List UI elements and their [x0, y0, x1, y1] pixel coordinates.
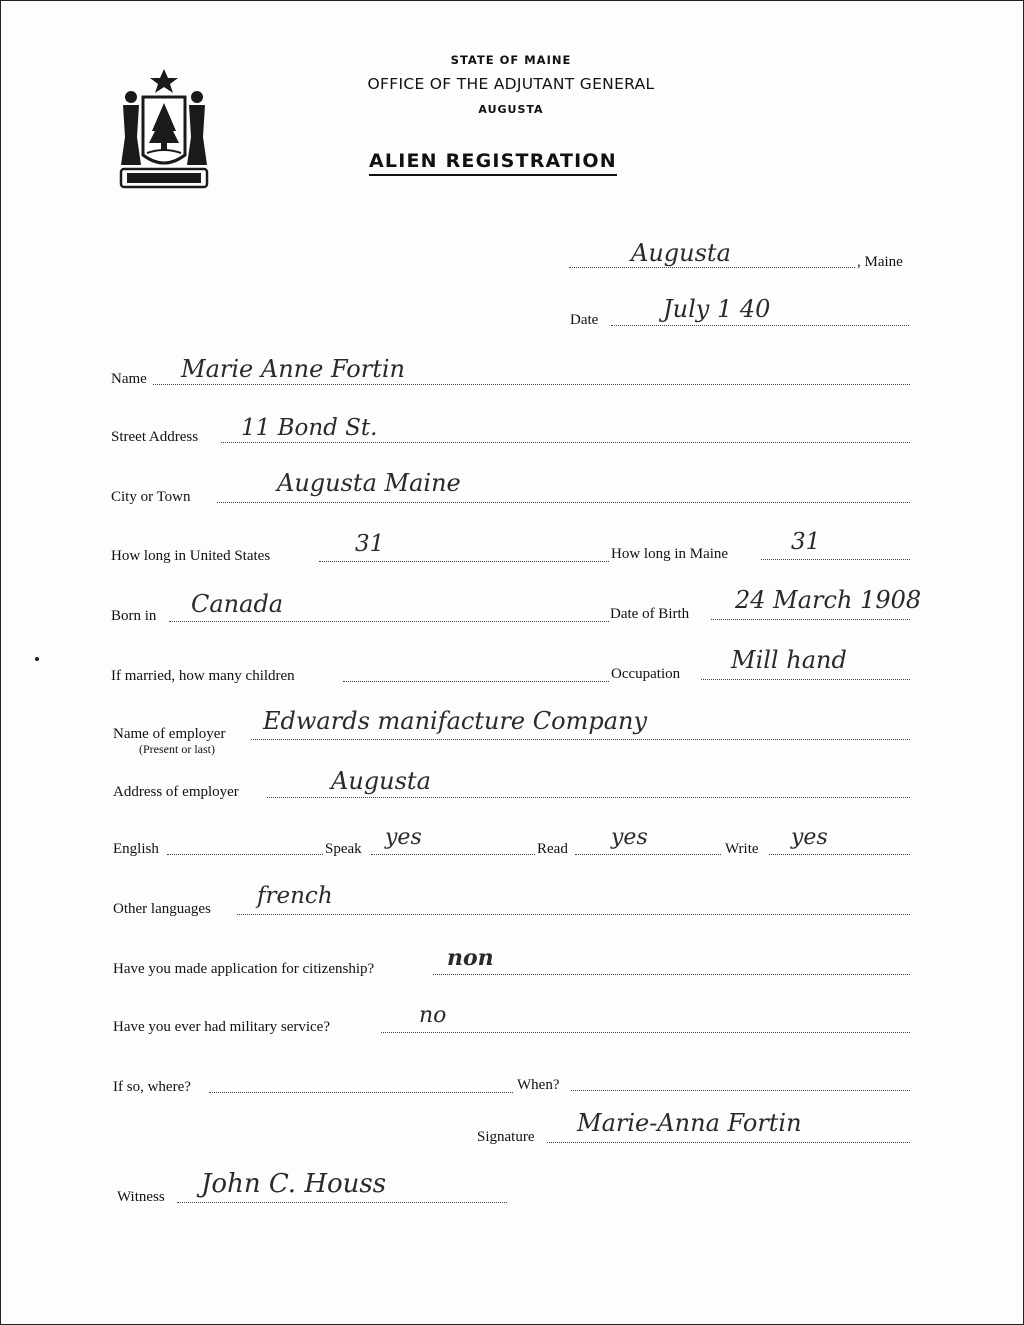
employer-address-label: Address of employer — [113, 784, 239, 800]
signature-line — [547, 1142, 910, 1143]
city-or-town-label: City or Town — [111, 489, 191, 505]
date-line — [611, 325, 909, 326]
read-line — [575, 854, 721, 855]
born-in-entry: Canada — [191, 590, 284, 618]
maine-label: , Maine — [857, 254, 903, 270]
date-of-birth-entry: 24 March 1908 — [735, 586, 922, 614]
name-line — [153, 384, 910, 385]
city-or-town-entry: Augusta Maine — [277, 469, 461, 497]
how-long-us-label: How long in United States — [111, 548, 271, 564]
employer-name-entry: Edwards manifacture Company — [263, 707, 648, 735]
date-label: Date — [570, 312, 599, 328]
occupation-label: Occupation — [611, 666, 681, 682]
english-label: English — [113, 841, 159, 857]
read-label: Read — [537, 841, 568, 857]
form-title: ALIEN REGISTRATION — [369, 150, 617, 176]
witness-line — [177, 1202, 507, 1203]
born-in-line — [169, 621, 609, 622]
if-so-where-label: If so, where? — [113, 1079, 191, 1095]
street-address-label: Street Address — [111, 429, 199, 445]
place-line — [569, 267, 855, 268]
how-long-maine-line — [761, 559, 910, 560]
name-entry: Marie Anne Fortin — [181, 355, 405, 383]
employer-name-line — [251, 739, 910, 740]
date-entry: July 1 40 — [663, 295, 771, 323]
employer-name-note: (Present or last) — [139, 742, 215, 756]
street-address-entry: 11 Bond St. — [241, 415, 378, 441]
other-languages-line — [237, 914, 910, 915]
place-entry: Augusta — [631, 239, 731, 267]
citizenship-entry: non — [447, 945, 494, 971]
when-line — [571, 1090, 910, 1091]
speak-label: Speak — [325, 841, 362, 857]
date-of-birth-label: Date of Birth — [610, 606, 690, 622]
how-long-us-line — [319, 561, 609, 562]
date-of-birth-line — [711, 619, 910, 620]
occupation-line — [701, 679, 910, 680]
military-entry: no — [419, 1003, 447, 1028]
witness-entry: John C. Houss — [201, 1169, 387, 1199]
signature-label: Signature — [477, 1129, 535, 1145]
name-label: Name — [111, 371, 147, 387]
office-heading: OFFICE OF THE ADJUTANT GENERAL — [367, 75, 655, 93]
read-entry: yes — [611, 825, 648, 850]
signature-entry: Marie-Anna Fortin — [577, 1109, 802, 1137]
married-children-label: If married, how many children — [111, 668, 295, 684]
state-heading: STATE OF MAINE — [450, 53, 572, 67]
military-line — [381, 1032, 910, 1033]
how-long-maine-entry: 31 — [791, 529, 821, 555]
maine-state-seal-icon — [113, 67, 215, 195]
employer-address-entry: Augusta — [331, 767, 431, 795]
when-label: When? — [517, 1077, 560, 1093]
city-or-town-line — [217, 502, 910, 503]
witness-label: Witness — [117, 1189, 165, 1205]
english-line — [167, 854, 323, 855]
military-label: Have you ever had military service? — [113, 1019, 330, 1035]
city-heading: AUGUSTA — [478, 103, 544, 116]
occupation-entry: Mill hand — [731, 646, 847, 674]
write-line — [769, 854, 910, 855]
stray-ink-mark — [35, 657, 39, 661]
how-long-us-entry: 31 — [355, 531, 385, 557]
write-label: Write — [725, 841, 759, 857]
how-long-maine-label: How long in Maine — [611, 546, 729, 562]
if-so-where-line — [209, 1092, 513, 1093]
born-in-label: Born in — [111, 608, 157, 624]
married-children-line — [343, 681, 609, 682]
employer-name-label: Name of employer — [113, 726, 226, 742]
street-address-line — [221, 442, 910, 443]
other-languages-entry: french — [257, 883, 333, 909]
speak-entry: yes — [385, 825, 422, 850]
citizenship-line — [433, 974, 910, 975]
other-languages-label: Other languages — [113, 901, 211, 917]
write-entry: yes — [791, 825, 828, 850]
speak-line — [371, 854, 535, 855]
citizenship-label: Have you made application for citizenship? — [113, 961, 375, 977]
employer-address-line — [267, 797, 910, 798]
